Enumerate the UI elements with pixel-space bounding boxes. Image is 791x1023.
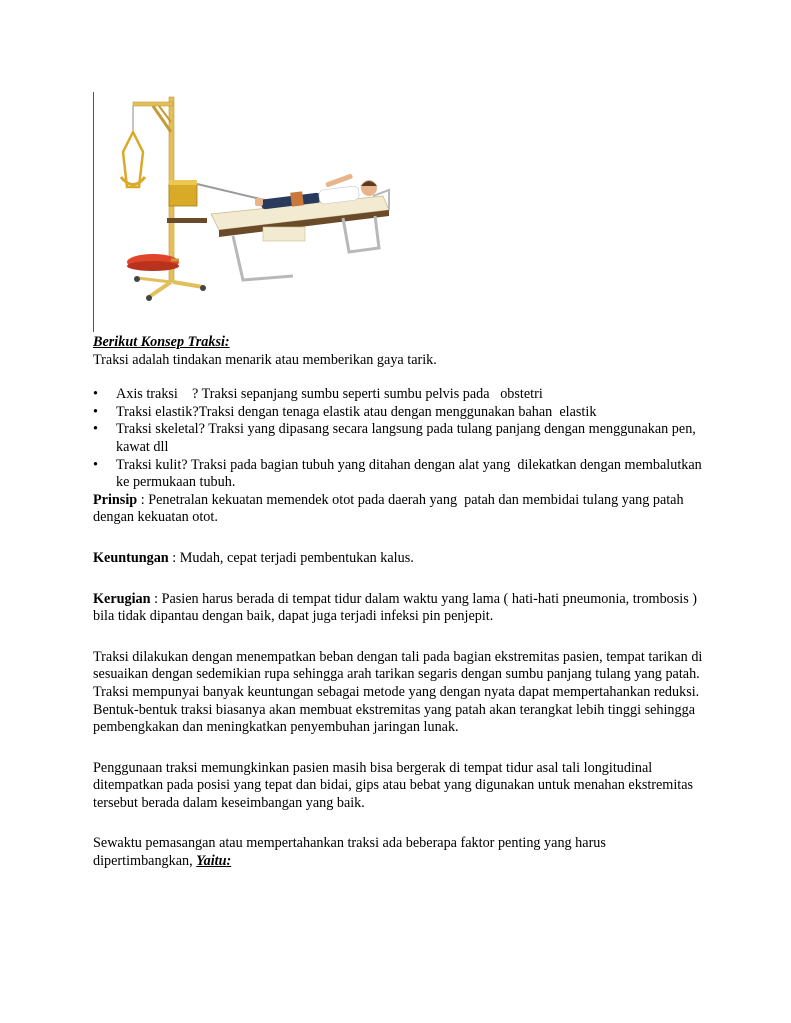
traction-strap [290,191,304,206]
kerugian-label: Kerugian [93,590,151,607]
wheel-1 [146,295,152,301]
traksi-paragraph-2: Penggunaan traksi memungkinkan pasien masih bisa bergerak di tempat tidur asal tali longitudinal ditempatkan pada posisi yang tepat dan bidai, gips atau bebat yang digunakan untuk menahan ekstremitas tersebut berada dalam keseimbangan yang baik. [93,759,694,811]
intro-paragraph: Traksi adalah tindakan menarik atau memberikan gaya tarik. [93,351,437,368]
wheel-3 [134,276,140,282]
list-item-text: Axis traksi ? Traksi sepanjang sumbu seperti sumbu pelvis pada obstetri [116,386,543,403]
list-item [93,386,705,404]
list-item [93,404,705,422]
patient-feet [255,198,263,206]
stand-base-right [173,282,203,287]
prinsip-label: Prinsip [93,491,138,508]
section-heading: Berikut Konsep Traksi: [93,334,230,350]
bullet-icon: • [93,386,98,403]
traksi-paragraph-3 [93,835,705,870]
list-item-text: Traksi kulit? Traksi pada bagian tubuh yang ditahan dengan alat yang dilekatkan dengan membalutkan ke permukaan tubuh. [116,456,706,491]
prinsip-paragraph [93,492,705,527]
patient-hair [361,181,377,186]
traction-stand [121,97,207,301]
paragraph-3-text: Sewaktu pemasangan atau mempertahankan traksi ada beberapa faktor penting yang harus dipertimbangkan, [93,835,606,870]
harness-seat [121,177,145,185]
weight-box [169,184,197,206]
traksi-paragraph-1: Traksi dilakukan dengan menempatkan beban dengan tali pada bagian ekstremitas pasien, tempat tarikan di sesuaikan dengan sedemikian rupa sehingga arah tarikan segaris dengan sumbu panjang tulang yang patah. Traksi mempunyai banyak keuntungan sebagai metode yang dengan nyata dapat mempertahankan reduksi. Bentuk-bentuk traksi biasanya akan membuat ekstremitas yang patah akan terangkat lebih tinggi sehingga pembengkakan dan meningkatkan penyembuhan jaringan lunak. [93,648,703,736]
bed-foot-box [263,227,305,241]
keuntungan-label: Keuntungan [93,549,169,566]
stand-top-arm [133,102,173,106]
bed-leg-left [233,236,293,280]
wheel-2 [200,285,206,291]
kerugian-paragraph [93,591,705,626]
traction-types-list [93,386,705,492]
yaitu-emphasis: Yaitu: [196,853,232,870]
list-item-text: Traksi skeletal? Traksi yang dipasang secara langsung pada tulang panjang dengan menggunakan pen, kawat dll [116,421,696,455]
stand-base-left [149,282,171,297]
prinsip-text: : Penetralan kekuatan memendek otot pada daerah yang patah dan membidai tulang yang patah dengan kekuatan otot. [93,491,688,526]
traction-figure [93,92,393,332]
patient-arm [325,173,353,187]
list-item [93,421,705,456]
list-item [93,457,705,492]
weight-box-top [169,180,197,185]
traction-bed-illustration-icon [93,92,393,332]
keuntungan-paragraph [93,550,705,568]
kerugian-text: : Pasien harus berada di tempat tidur dalam waktu yang lama ( hati-hati pneumonia, trombosis ) bila tidak dipantau dengan baik, dapat juga terjadi infeksi pin penjepit. [93,590,698,625]
bullet-icon: • [93,421,98,438]
bullet-icon: • [93,403,98,420]
control-arm [167,218,207,223]
stand-seat-shadow [127,261,179,271]
document-body [93,334,705,871]
list-item-text: Traksi elastik?Traksi dengan tenaga elastik atau dengan menggunakan bahan elastik [116,403,597,420]
stand-base-back [137,278,171,282]
bed-leg-right [343,216,379,252]
harness [123,132,143,187]
bullet-icon: • [93,456,98,473]
keuntungan-text: : Mudah, cepat terjadi pembentukan kalus. [168,549,414,566]
